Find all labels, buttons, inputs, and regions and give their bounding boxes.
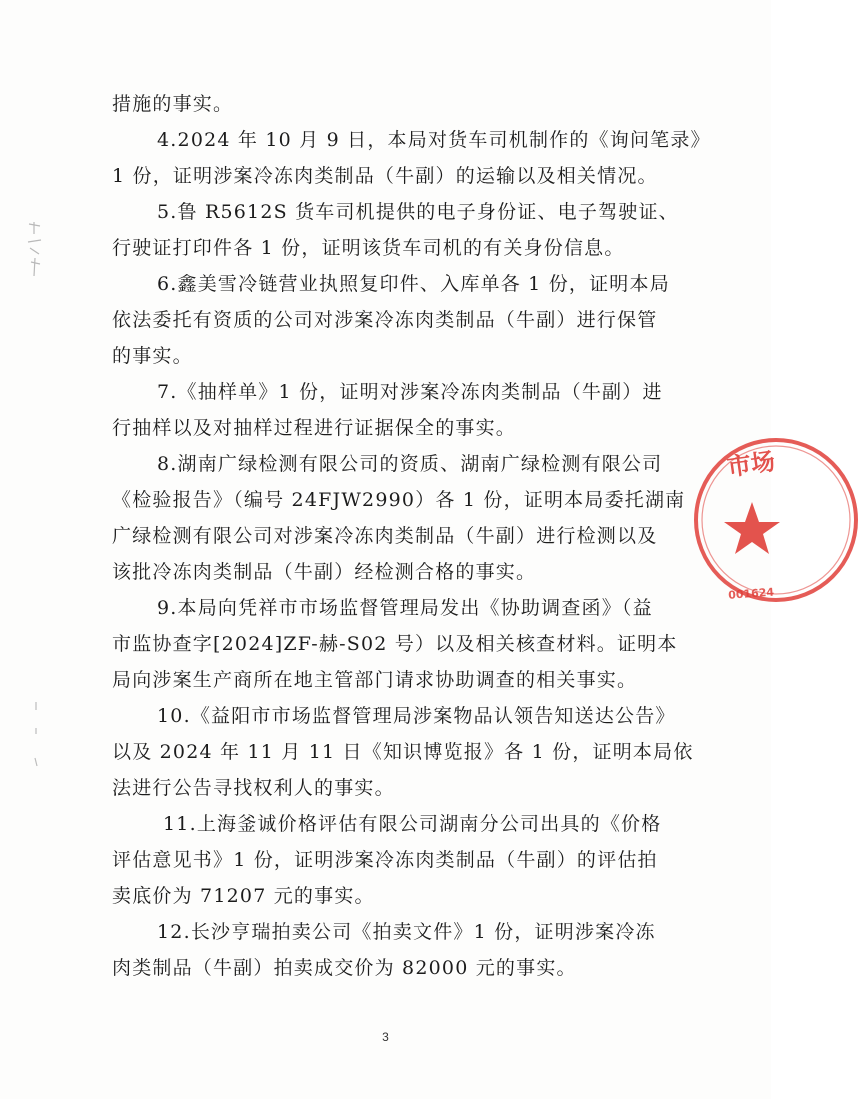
text-line: 8.湖南广绿检测有限公司的资质、湖南广绿检测有限公司 <box>157 453 663 475</box>
text-line: 12.长沙亨瑞拍卖公司《拍卖文件》1 份，证明涉案冷冻 <box>157 921 656 943</box>
text-line: 9.本局向凭祥市市场监督管理局发出《协助调查函》（益 <box>157 597 653 619</box>
text-line: 局向涉案生产商所在地主管部门请求协助调查的相关事实。 <box>112 669 638 691</box>
official-seal <box>688 432 858 602</box>
text-line: 行驶证打印件各 1 份，证明该货车司机的有关身份信息。 <box>112 237 625 259</box>
text-line: 该批冷冻肉类制品（牛副）经检测合格的事实。 <box>112 561 537 583</box>
margin-binding-mark <box>32 700 40 770</box>
text-line: 广绿检测有限公司对涉案冷冻肉类制品（牛副）进行检测以及 <box>112 525 658 547</box>
text-line: 10.《益阳市市场监督管理局涉案物品认领告知送达公告》 <box>157 705 676 727</box>
text-line: 措施的事实。 <box>112 93 234 115</box>
text-line: 5.鲁 R5612S 货车司机提供的电子身份证、电子驾驶证、 <box>157 201 679 223</box>
text-line: 11.上海釜诚价格评估有限公司湖南分公司出具的《价格 <box>163 813 662 835</box>
text-line: 6.鑫美雪冷链营业执照复印件、入库单各 1 份，证明本局 <box>157 273 670 295</box>
text-line: 4.2024 年 10 月 9 日，本局对货车司机制作的《询问笔录》 <box>157 129 711 151</box>
text-line: 的事实。 <box>112 345 193 367</box>
page-number: 3 <box>382 1030 389 1044</box>
text-line: 市监协查字[2024]ZF-赫-S02 号）以及相关核查材料。证明本 <box>112 633 678 655</box>
svg-text:市场: 市场 <box>725 447 777 482</box>
svg-text:001624: 001624 <box>727 585 775 602</box>
text-line: 依法委托有资质的公司对涉案冷冻肉类制品（牛副）进行保管 <box>112 309 658 331</box>
text-line: 肉类制品（牛副）拍卖成交价为 82000 元的事实。 <box>112 957 577 979</box>
text-line: 7.《抽样单》1 份，证明对涉案冷冻肉类制品（牛副）进 <box>157 381 663 403</box>
text-line: 以及 2024 年 11 月 11 日《知识博览报》各 1 份，证明本局依 <box>112 741 694 763</box>
text-line: 卖底价为 71207 元的事实。 <box>112 885 375 907</box>
document-body <box>112 86 711 986</box>
margin-stamp-mark <box>26 220 44 280</box>
text-line: 行抽样以及对抽样过程进行证据保全的事实。 <box>112 417 517 439</box>
text-line: 法进行公告寻找权利人的事实。 <box>112 777 395 799</box>
text-line: 1 份，证明涉案冷冻肉类制品（牛副）的运输以及相关情况。 <box>112 165 658 187</box>
text-line: 评估意见书》1 份，证明涉案冷冻肉类制品（牛副）的评估拍 <box>112 849 658 871</box>
text-line: 《检验报告》（编号 24FJW2990）各 1 份，证明本局委托湖南 <box>112 489 686 511</box>
